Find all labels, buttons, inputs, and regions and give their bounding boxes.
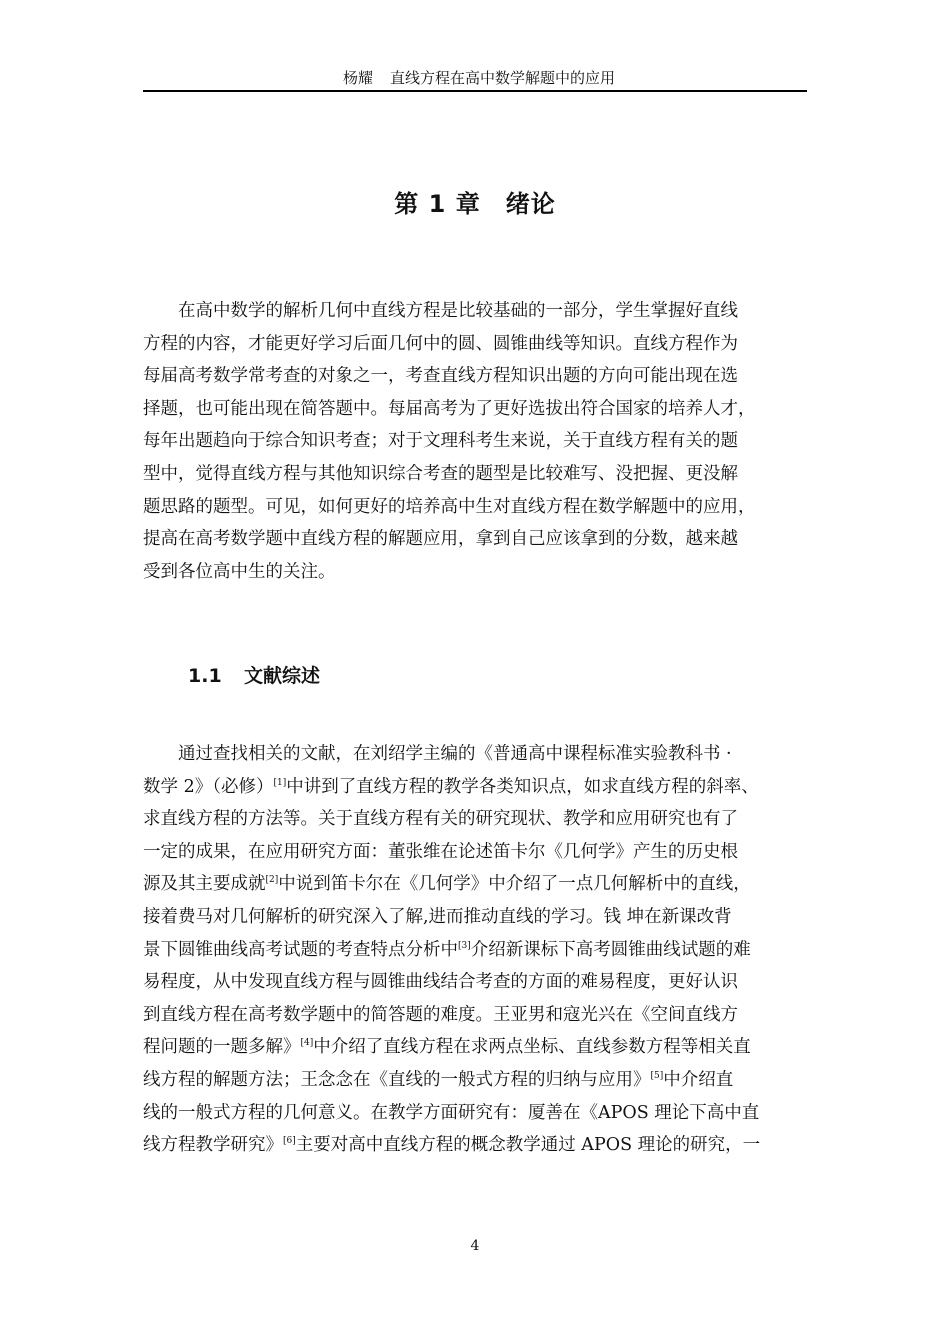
paragraph-line: 受到各位高中生的关注。 [143, 561, 336, 582]
paragraph-line: 型中，觉得直线方程与其他知识综合考查的题型是比较难写、没把握、更没解 [143, 463, 738, 484]
citation-marker: [2] [265, 875, 279, 886]
paragraph-line: 易程度，从中发现直线方程与圆锥曲线结合考查的方面的难易程度，更好认识 [143, 972, 738, 993]
intro-paragraph [143, 295, 808, 588]
header-title: 直线方程在高中数学解题中的应用 [390, 69, 616, 87]
section-title: 文献综述 [244, 665, 321, 687]
header-author: 杨耀 [343, 69, 374, 87]
paragraph-line: 求直线方程的方法等。关于直线方程有关的研究现状、教学和应用研究也有了 [143, 809, 738, 830]
section-number: 1.1 [188, 665, 222, 687]
paragraph-line: 在高中数学的解析几何中直线方程是比较基础的一部分，学生掌握好直线 [143, 301, 738, 321]
citation-marker: [6] [283, 1136, 296, 1147]
page-number: 4 [470, 1238, 480, 1254]
paragraph-line: 通过查找相关的文献，在刘绍学主编的《普通高中课程标准实验教科书 · [143, 744, 732, 764]
chapter-title: 第 1 章 绪论 [394, 190, 556, 218]
paragraph-line: 景下圆锥曲线高考试题的考查特点分析中[3]介绍新课标下高考圆锥曲线试题的难 [143, 939, 751, 960]
paragraph-line: 一定的成果，在应用研究方面：董张维在论述笛卡尔《几何学》产生的历史根 [143, 841, 738, 862]
paragraph-line: 择题，也可能出现在简答题中。每届高考为了更好选拔出符合国家的培养人才， [143, 398, 756, 419]
citation-marker: [5] [650, 1070, 664, 1081]
paragraph-line: 每届高考数学常考查的对象之一，考查直线方程知识出题的方向可能出现在选 [143, 366, 738, 387]
literature-review-paragraph [143, 738, 808, 1162]
citation-marker: [3] [458, 940, 471, 951]
paragraph-line: 到直线方程在高考数学题中的简答题的难度。王亚男和寇光兴在《空间直线方 [143, 1004, 738, 1025]
citation-marker: [1] [273, 777, 287, 788]
paragraph-line: 线方程的解题方法；王念念在《直线的一般式方程的归纳与应用》[5]中介绍直 [143, 1069, 734, 1090]
paragraph-line: 线的一般式方程的几何意义。在教学方面研究有：厦善在《APOS 理论下高中直 [143, 1102, 760, 1123]
section-heading [188, 662, 320, 690]
paragraph-line: 数学 2》（必修）[1]中讲到了直线方程的教学各类知识点，如求直线方程的斜率、 [143, 776, 759, 797]
paragraph-line: 方程的内容，才能更好学习后面几何中的圆、圆锥曲线等知识。直线方程作为 [143, 333, 738, 354]
paragraph-line: 线方程教学研究》[6]主要对高中直线方程的概念教学通过 APOS 理论的研究，一 [143, 1135, 761, 1156]
paragraph-line: 题思路的题型。可见，如何更好的培养高中生对直线方程在数学解题中的应用， [143, 496, 756, 517]
paragraph-line: 接着费马对几何解析的研究深入了解,进而推动直线的学习。钱 坤在新课改背 [143, 906, 732, 927]
paragraph-line: 提高在高考数学题中直线方程的解题应用，拿到自己应该拿到的分数，越来越 [143, 529, 738, 550]
citation-marker: [4] [300, 1038, 314, 1049]
paragraph-line: 每年出题趋向于综合知识考查；对于文理科考生来说，关于直线方程有关的题 [143, 431, 738, 452]
page-header [143, 66, 807, 92]
paragraph-line: 程问题的一题多解》[4]中介绍了直线方程在求两点坐标、直线参数方程等相关直 [143, 1037, 751, 1058]
paragraph-line: 源及其主要成就[2]中说到笛卡尔在《几何学》中介绍了一点几何解析中的直线， [143, 874, 751, 895]
